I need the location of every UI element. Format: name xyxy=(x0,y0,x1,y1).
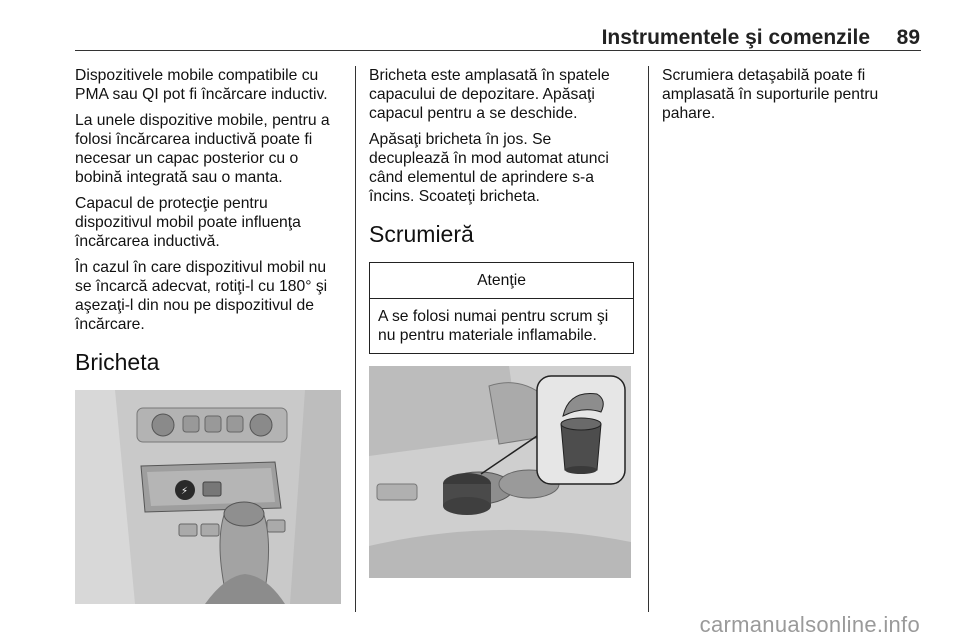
column-2 xyxy=(369,66,634,578)
section-heading-bricheta: Bricheta xyxy=(75,349,160,375)
paragraph: Bricheta este amplasată în spatele capacului de depozitare. Apăsaţi capacul pentru a se deschide. xyxy=(369,67,610,122)
watermark-text: carmanualsonline.info xyxy=(699,612,920,637)
paragraph: Apăsaţi bricheta în jos. Se decuplează în mod automat atunci când elementul de aprindere s-a încins. Scoateţi bricheta. xyxy=(369,131,609,205)
svg-text:⚡: ⚡ xyxy=(181,486,189,497)
paragraph: Dispozitivele mobile compatibile cu PMA sau QI pot fi încărcare inductiv. xyxy=(75,67,328,103)
header-rule xyxy=(75,50,921,51)
lighter-console-illustration xyxy=(75,390,343,604)
column-1 xyxy=(75,66,343,604)
paragraph: În cazul în care dispozitivul mobil nu se încarcă adecvat, rotiţi-l cu 180° şi aşezaţi-l din nou pe dispozitivul de încărcare. xyxy=(75,259,328,333)
ashtray-illustration xyxy=(369,366,634,578)
warning-box xyxy=(369,262,634,354)
paragraph: Scrumiera detaşabilă poate fi amplasată în suporturile pentru pahare. xyxy=(662,67,879,122)
warning-title: Atenţie xyxy=(370,263,633,299)
header-title: Instrumentele şi comenzile xyxy=(601,26,870,49)
section-heading-scrumiera: Scrumieră xyxy=(369,221,474,247)
page-number: 89 xyxy=(896,26,920,49)
column-3 xyxy=(662,66,922,130)
column-divider-1 xyxy=(355,66,356,612)
column-divider-2 xyxy=(648,66,649,612)
paragraph: Capacul de protecţie pentru dispozitivul mobil poate influenţa încărcarea inductivă. xyxy=(75,195,301,250)
warning-text: A se folosi numai pentru scrum şi nu pentru materiale inflamabile. xyxy=(378,308,609,344)
paragraph: La unele dispozitive mobile, pentru a folosi încărcarea inductivă poate fi necesar un capac posterior cu o bobină integrată sau o manta. xyxy=(75,112,330,186)
